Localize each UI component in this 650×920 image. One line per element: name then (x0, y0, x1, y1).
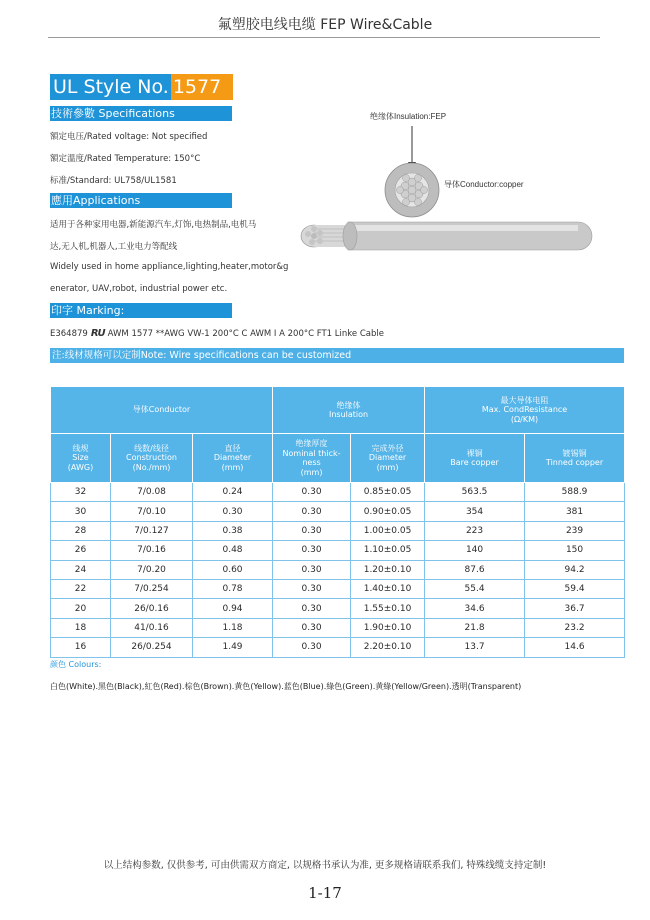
section-marking: 印字 Marking: (50, 303, 232, 318)
table-cell: 24 (51, 560, 111, 579)
table-cell: 36.7 (525, 599, 625, 618)
table-cell: 13.7 (425, 638, 525, 657)
colours-title: 颜色 Colours: (50, 660, 102, 669)
table-cell: 381 (525, 502, 625, 521)
table-cell: 239 (525, 521, 625, 540)
table-cell: 0.30 (273, 502, 351, 521)
table-cell: 16 (51, 638, 111, 657)
table-row (51, 579, 625, 598)
table-row (51, 541, 625, 560)
table-cell: 59.4 (525, 579, 625, 598)
table-cell: 30 (51, 502, 111, 521)
table-cell: 20 (51, 599, 111, 618)
spec-rated-temperature: 額定溫度/Rated Temperature: 150°C (50, 154, 201, 164)
table-cell: 0.48 (193, 541, 273, 560)
colours-list: 白色(White).黑色(Black),紅色(Red).棕色(Brown).黄色(Yellow).蓝色(Blue).綠色(Green).黄綠(Yellow/Green).透明(Transparent) (50, 682, 522, 691)
table-cell: 0.90±0.05 (351, 502, 425, 521)
table-cell: 1.55±0.10 (351, 599, 425, 618)
group-header-insulation: 绝缘体 Insulation (273, 387, 425, 434)
table-cell: 1.00±0.05 (351, 521, 425, 540)
cable-illustration (290, 104, 600, 264)
table-row (51, 521, 625, 540)
table-cell: 28 (51, 521, 111, 540)
table-cell: 7/0.127 (111, 521, 193, 540)
table-cell: 7/0.08 (111, 483, 193, 502)
table-cell: 588.9 (525, 483, 625, 502)
marking-line (50, 328, 384, 339)
insulation-label: 绝缘体Insulation:FEP (370, 112, 447, 121)
table-cell: 23.2 (525, 618, 625, 637)
table-cell: 0.30 (273, 579, 351, 598)
application-line: 适用于各种家用电器,新能源汽车,灯饰,电热制品,电机马 (50, 220, 257, 230)
table-row (51, 483, 625, 502)
table-cell: 7/0.20 (111, 560, 193, 579)
application-line: 达,无人机,机器人,工业电力等配线 (50, 242, 178, 252)
table-cell: 1.49 (193, 638, 273, 657)
ul-recognized-icon: RU (90, 328, 105, 339)
page-number: 1-17 (308, 884, 342, 902)
table-cell: 21.8 (425, 618, 525, 637)
table-cell: 0.24 (193, 483, 273, 502)
table-row (51, 638, 625, 657)
application-line: Widely used in home appliance,lighting,heater,motor&g (50, 262, 289, 272)
table-cell: 1.90±0.10 (351, 618, 425, 637)
table-cell: 0.30 (273, 618, 351, 637)
column-header-size: 线规 Size (AWG) (51, 434, 111, 483)
column-header-construction: 线数/线径 Construction (No./mm) (111, 434, 193, 483)
table-cell: 1.10±0.05 (351, 541, 425, 560)
spec-table (50, 386, 625, 658)
table-row (51, 599, 625, 618)
table-cell: 55.4 (425, 579, 525, 598)
table-cell: 140 (425, 541, 525, 560)
table-cell: 32 (51, 483, 111, 502)
section-applications: 應用Applications (50, 193, 232, 208)
table-cell: 7/0.254 (111, 579, 193, 598)
column-header-diameter: 直径 Diameter (mm) (193, 434, 273, 483)
application-line: enerator, UAV,robot, industrial power etc. (50, 284, 228, 294)
customization-note: 注:线材规格可以定制Note: Wire specifications can be customized (50, 348, 624, 363)
marking-text: AWM 1577 **AWG VW-1 200°C C AWM I A 200°C FT1 Linke Cable (107, 328, 384, 339)
conductor-label: 导体Conductor:copper (444, 180, 524, 189)
table-cell: 0.30 (273, 599, 351, 618)
footer-note: 以上结构参数, 仅供参考, 可由供需双方商定, 以规格书承认为准, 更多规格请联系我们, 特殊线缆支持定制! (103, 860, 547, 871)
table-cell: 0.30 (193, 502, 273, 521)
spec-rated-voltage: 額定电压/Rated voltage: Not specified (50, 132, 208, 142)
table-cell: 34.6 (425, 599, 525, 618)
table-cell: 1.20±0.10 (351, 560, 425, 579)
section-specifications: 技術參數 Specifications (50, 106, 232, 121)
table-cell: 0.85±0.05 (351, 483, 425, 502)
table-cell: 0.38 (193, 521, 273, 540)
header-divider (48, 37, 600, 38)
style-title (50, 74, 233, 100)
table-cell: 7/0.10 (111, 502, 193, 521)
spec-standard: 标准/Standard: UL758/UL1581 (50, 176, 177, 186)
table-cell: 354 (425, 502, 525, 521)
cable-highlight (348, 225, 578, 231)
table-cell: 150 (525, 541, 625, 560)
table-group-header (51, 387, 625, 434)
column-header-tinned-copper: 镀锡铜 Tinned copper (525, 434, 625, 483)
table-column-header (51, 434, 625, 483)
style-label: UL Style No. (50, 74, 171, 100)
group-header-conductor: 导体Conductor (51, 387, 273, 434)
table-row (51, 618, 625, 637)
column-header-thickness: 绝缘厚度 Nominal thick- ness (mm) (273, 434, 351, 483)
jacket-end (343, 222, 357, 250)
table-cell: 26/0.254 (111, 638, 193, 657)
style-number: 1577 (171, 74, 233, 100)
marking-prefix: E364879 (50, 328, 88, 339)
table-cell: 0.30 (273, 638, 351, 657)
table-cell: 87.6 (425, 560, 525, 579)
table-cell: 41/0.16 (111, 618, 193, 637)
table-cell: 0.60 (193, 560, 273, 579)
table-cell: 0.30 (273, 541, 351, 560)
table-cell: 18 (51, 618, 111, 637)
table-cell: 0.78 (193, 579, 273, 598)
column-header-outer-diameter: 完成外径 Diameter (mm) (351, 434, 425, 483)
table-cell: 26 (51, 541, 111, 560)
table-cell: 1.18 (193, 618, 273, 637)
table-cell: 2.20±0.10 (351, 638, 425, 657)
table-cell: 1.40±0.10 (351, 579, 425, 598)
table-cell: 0.30 (273, 521, 351, 540)
table-cell: 0.30 (273, 560, 351, 579)
table-row (51, 502, 625, 521)
table-cell: 0.94 (193, 599, 273, 618)
table-cell: 563.5 (425, 483, 525, 502)
table-row (51, 560, 625, 579)
table-cell: 7/0.16 (111, 541, 193, 560)
table-body (51, 483, 625, 658)
column-header-bare-copper: 裸铜 Bare copper (425, 434, 525, 483)
table-cell: 14.6 (525, 638, 625, 657)
table-cell: 223 (425, 521, 525, 540)
group-header-resistance: 最大导体电阻 Max. CondResistance (Ω/KM) (425, 387, 625, 434)
table-cell: 22 (51, 579, 111, 598)
table-cell: 26/0.16 (111, 599, 193, 618)
page-header-title: 氟塑胶电线电缆 FEP Wire&Cable (217, 17, 433, 33)
table-cell: 94.2 (525, 560, 625, 579)
table-cell: 0.30 (273, 483, 351, 502)
